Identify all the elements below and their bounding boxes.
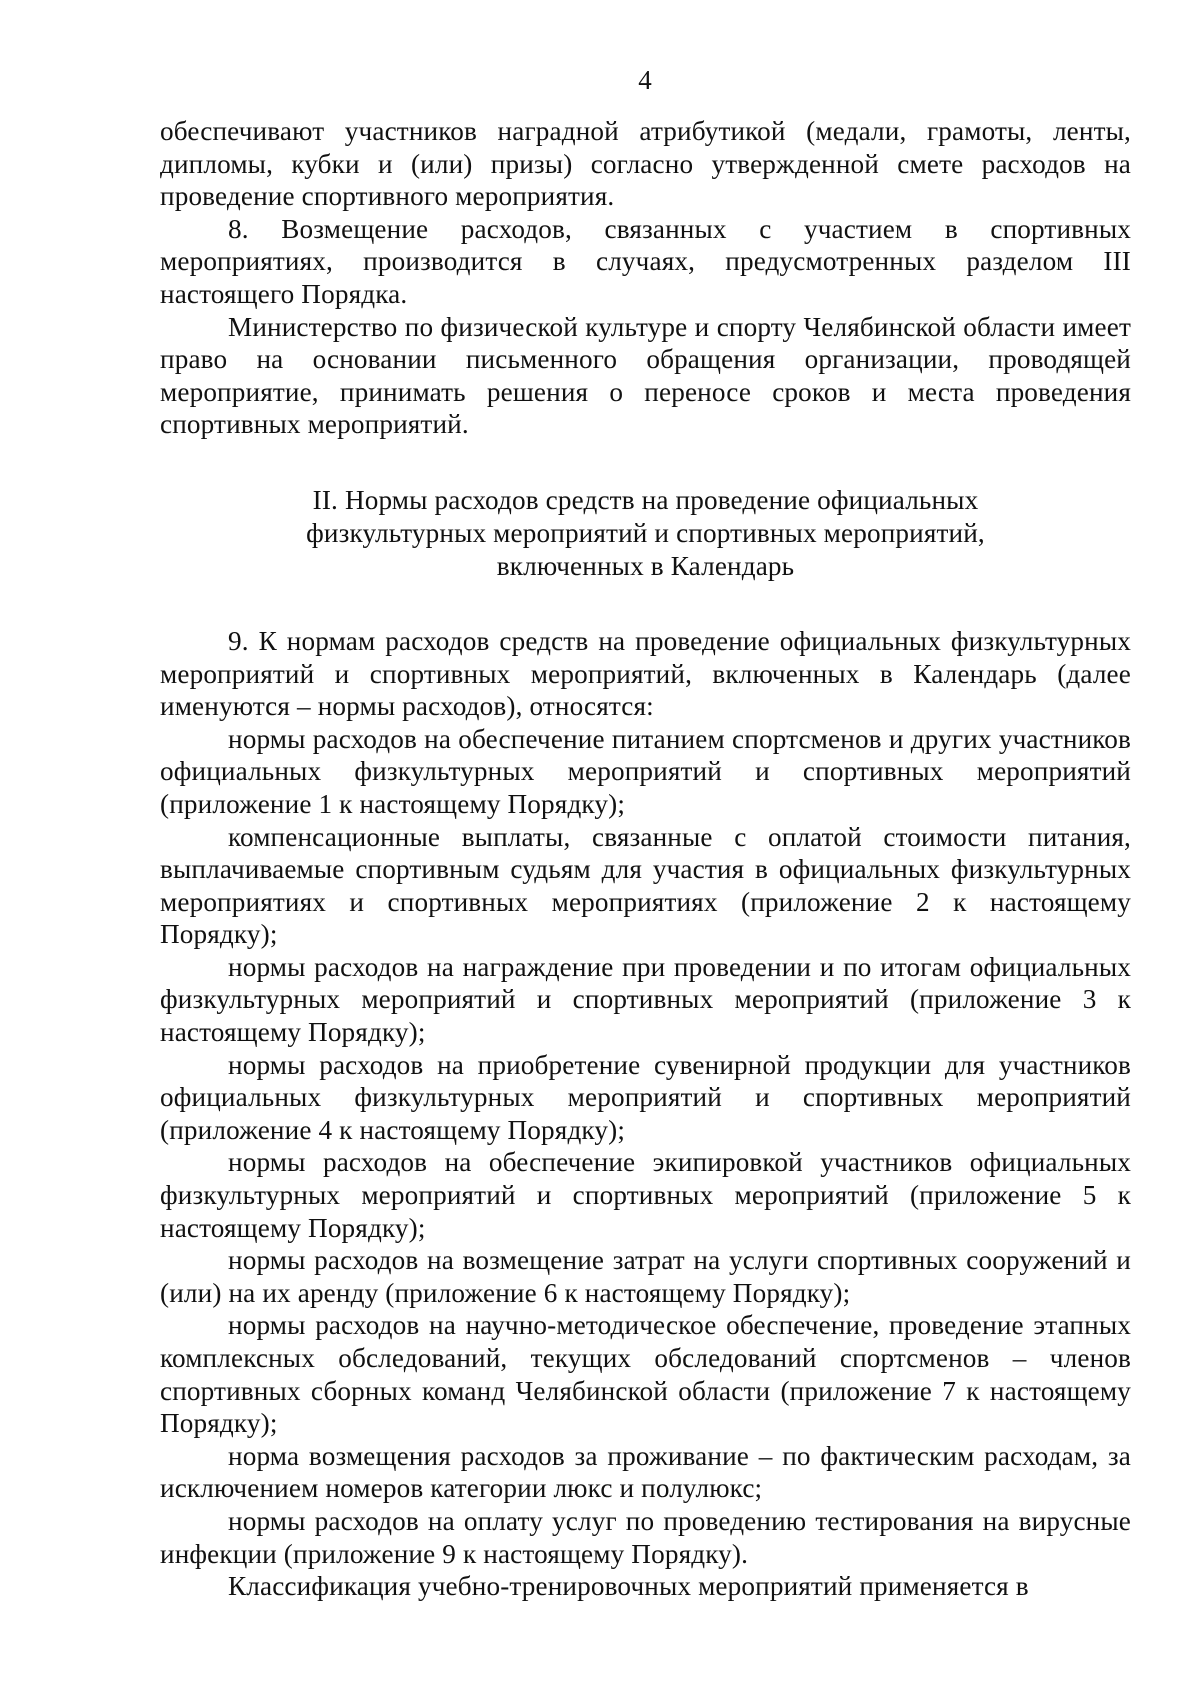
section-heading-line-3: включенных в Календарь [496, 550, 795, 581]
list-item-judges-compensation: компенсационные выплаты, связанные с оплатой стоимости питания, выплачиваемые спортивным судьям для участия в официальных физкультурных мероприятиях и спортивных мероприятиях (приложение 2 к настоящему Порядку); [160, 821, 1131, 950]
list-item-norm-souvenirs: нормы расходов на приобретение сувенирной продукции для участников официальных физкультурных мероприятий и спортивных мероприятий (приложение 4 к настоящему Порядку); [160, 1049, 1131, 1145]
list-item-norm-scientific: нормы расходов на научно-методическое обеспечение, проведение этапных комплексных обследований, текущих обследований спортсменов – членов спортивных сборных команд Челябинской области (приложение 7 к настоящему Порядку); [160, 1310, 1131, 1439]
paragraph-classification: Классификация учебно-тренировочных мероприятий применяется в [228, 1571, 1029, 1602]
page-number: 4 [638, 65, 652, 95]
paragraph-ministry-right: Министерство по физической культуре и спорту Челябинской области имеет право на основании письменного обращения организации, проводящей мероприятие, принимать решения о переносе сроков и места проведения спортивных мероприятий. [160, 311, 1131, 440]
paragraph-continuation: обеспечивают участников наградной атрибутикой (медали, грамоты, ленты, дипломы, кубки и (или) призы) согласно утвержденной смете расходов на проведение спортивного мероприятия. [160, 116, 1131, 212]
list-item-norm-accommodation: норма возмещения расходов за проживание – по фактическим расходам, за исключением номеров категории люкс и полулюкс; [160, 1440, 1131, 1504]
list-item-norm-facilities: нормы расходов на возмещение затрат на услуги спортивных сооружений и (или) на их аренду (приложение 6 к настоящему Порядку); [160, 1245, 1131, 1308]
paragraph-item-8: 8. Возмещение расходов, связанных с участием в спортивных мероприятиях, производится в случаях, предусмотренных разделом III настоящего Порядка. [160, 213, 1131, 309]
paragraph-item-9: 9. К нормам расходов средств на проведение официальных физкультурных мероприятий и спортивных мероприятий, включенных в Календарь (далее именуются – нормы расходов), относятся: [160, 625, 1131, 722]
list-item-norm-equipment: нормы расходов на обеспечение экипировкой участников официальных физкультурных мероприятий и спортивных мероприятий (приложение 5 к настоящему Порядку); [160, 1147, 1131, 1243]
section-heading-line-2: физкультурных мероприятий и спортивных мероприятий, [306, 517, 985, 548]
section-heading-line-1: II. Нормы расходов средств на проведение официальных [312, 484, 979, 515]
list-item-norm-food: нормы расходов на обеспечение питанием спортсменов и других участников официальных физкультурных мероприятий и спортивных мероприятий (приложение 1 к настоящему Порядку); [160, 723, 1131, 819]
list-item-norm-awards: нормы расходов на награждение при проведении и по итогам официальных физкультурных мероприятий и спортивных мероприятий (приложение 3 к настоящему Порядку); [160, 951, 1131, 1048]
document-body [160, 115, 1131, 1603]
list-item-norm-testing: нормы расходов на оплату услуг по проведению тестирования на вирусные инфекции (приложение 9 к настоящему Порядку). [160, 1505, 1131, 1569]
section-heading [160, 484, 1131, 583]
